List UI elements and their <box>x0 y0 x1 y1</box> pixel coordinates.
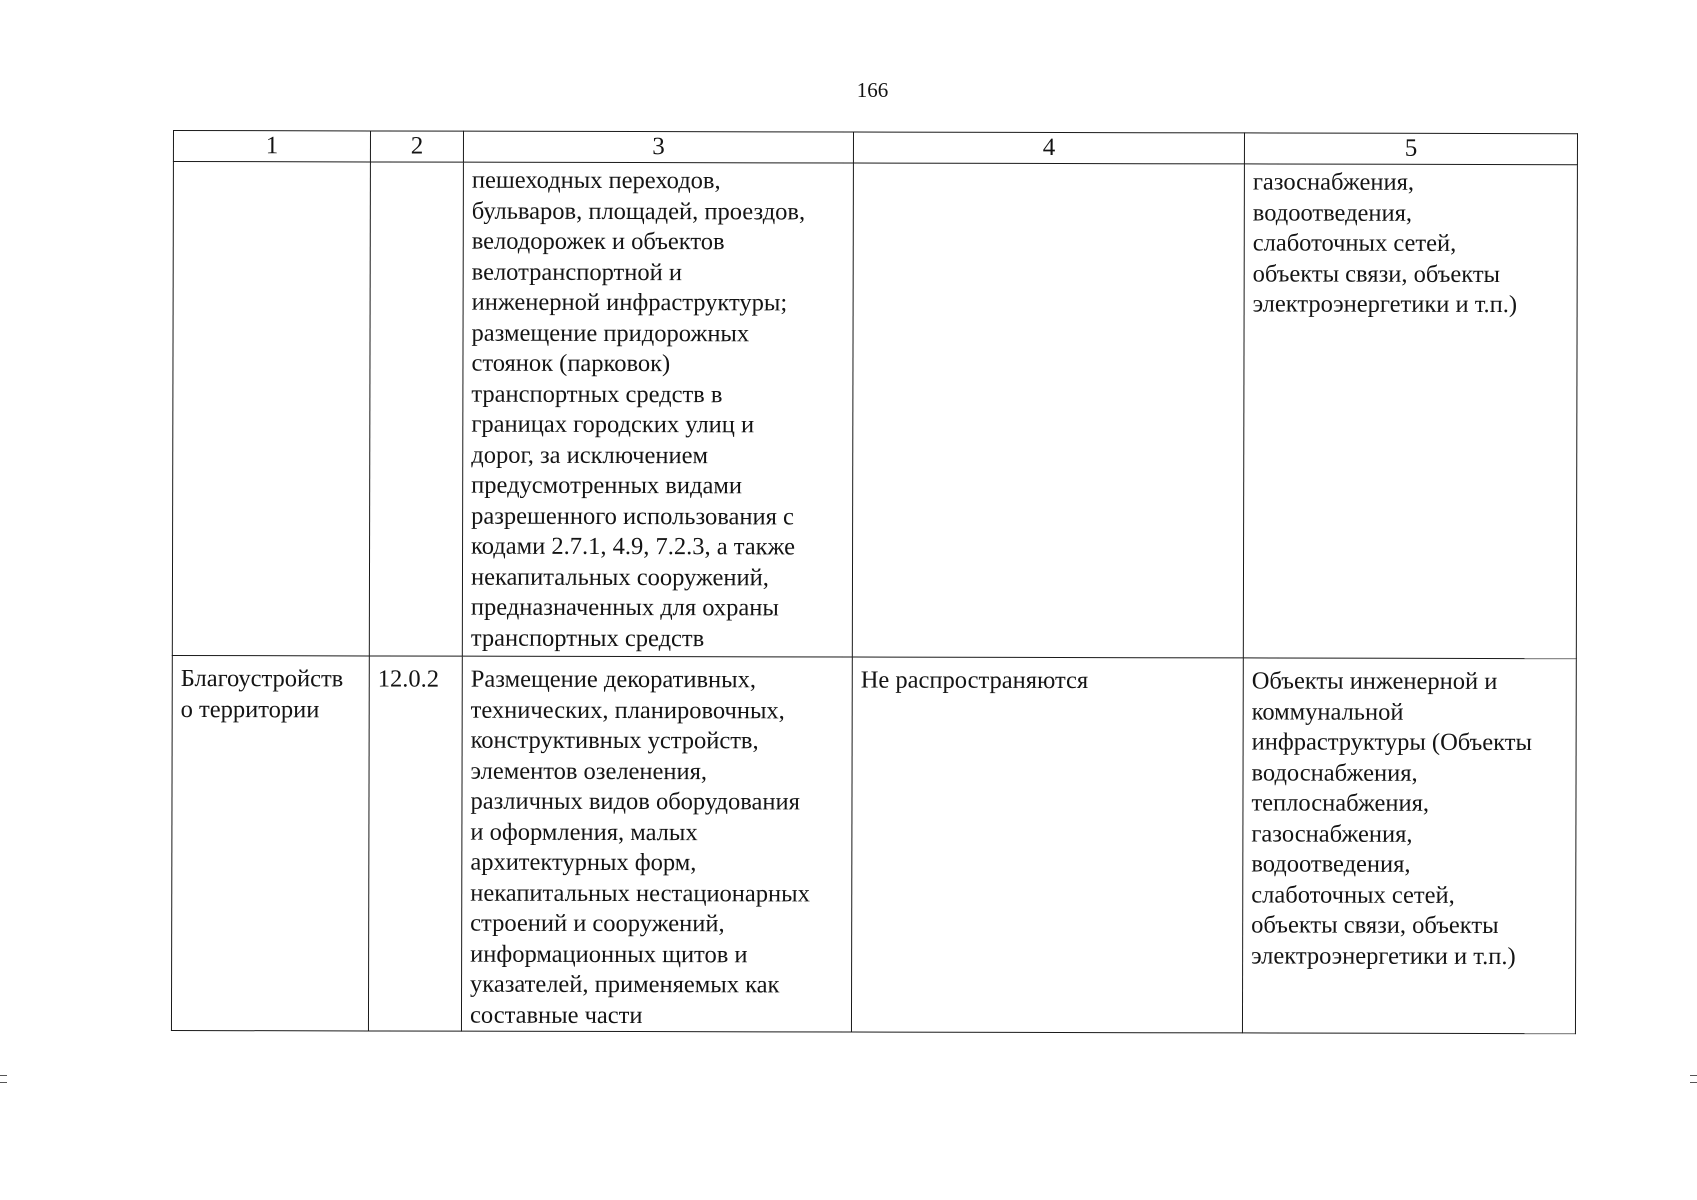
cell-use-code: 12.0.2 <box>368 656 462 1031</box>
table-row <box>171 655 1576 1033</box>
table-header-row <box>173 131 1577 165</box>
land-use-table <box>171 130 1578 1034</box>
cell-use-name: Благоустройств о территории <box>171 655 369 1030</box>
scan-artifact-right <box>1690 1082 1697 1083</box>
cell-use-code <box>369 162 463 656</box>
column-header-1: 1 <box>173 131 370 162</box>
cell-related-objects: газоснабжения, водоотведения, слаботочных сетей, объекты связи, объекты электроэнергетики и т.п.) <box>1243 164 1577 659</box>
table-row <box>172 162 1577 659</box>
cell-use-description: Размещение декоративных, технических, планировочных, конструктивных устройств, элементов озеленения, различных видов оборудования и оформления, малых архитектурных форм, некапитальных нестационарных строений и сооружений, информационных щитов и указателей, применяемых как составные части <box>461 656 852 1032</box>
scan-artifact-left <box>0 1075 7 1076</box>
cell-restrictions: Не распространяются <box>851 657 1243 1033</box>
page-number: 166 <box>856 78 889 102</box>
cell-restrictions <box>852 163 1244 658</box>
scan-artifact-left <box>0 1082 7 1083</box>
cell-related-objects: Объекты инженерной и коммунальной инфраструктуры (Объекты водоснабжения, теплоснабжения, газоснабжения, водоотведения, слаботочных сетей, объекты связи, объекты электроэнергетики и т.п.) <box>1242 658 1576 1034</box>
column-header-4: 4 <box>853 132 1244 164</box>
cell-use-name <box>172 162 370 656</box>
column-header-2: 2 <box>370 131 463 162</box>
scan-artifact-right <box>1690 1075 1697 1076</box>
cell-use-description: пешеходных переходов, бульваров, площадей, проездов, велодорожек и объектов велотранспортной и инженерной инфраструктуры; размещение придорожных стоянок (парковок) транспортных средств в границах городских улиц и дорог, за исключением предусмотренных видами разрешенного использования с кодами 2.7.1, 4.9, 7.2.3, а также некапитальных сооружений, предназначенных для охраны транспортных средств <box>462 162 853 657</box>
column-header-5: 5 <box>1244 133 1577 165</box>
column-header-3: 3 <box>463 131 853 163</box>
